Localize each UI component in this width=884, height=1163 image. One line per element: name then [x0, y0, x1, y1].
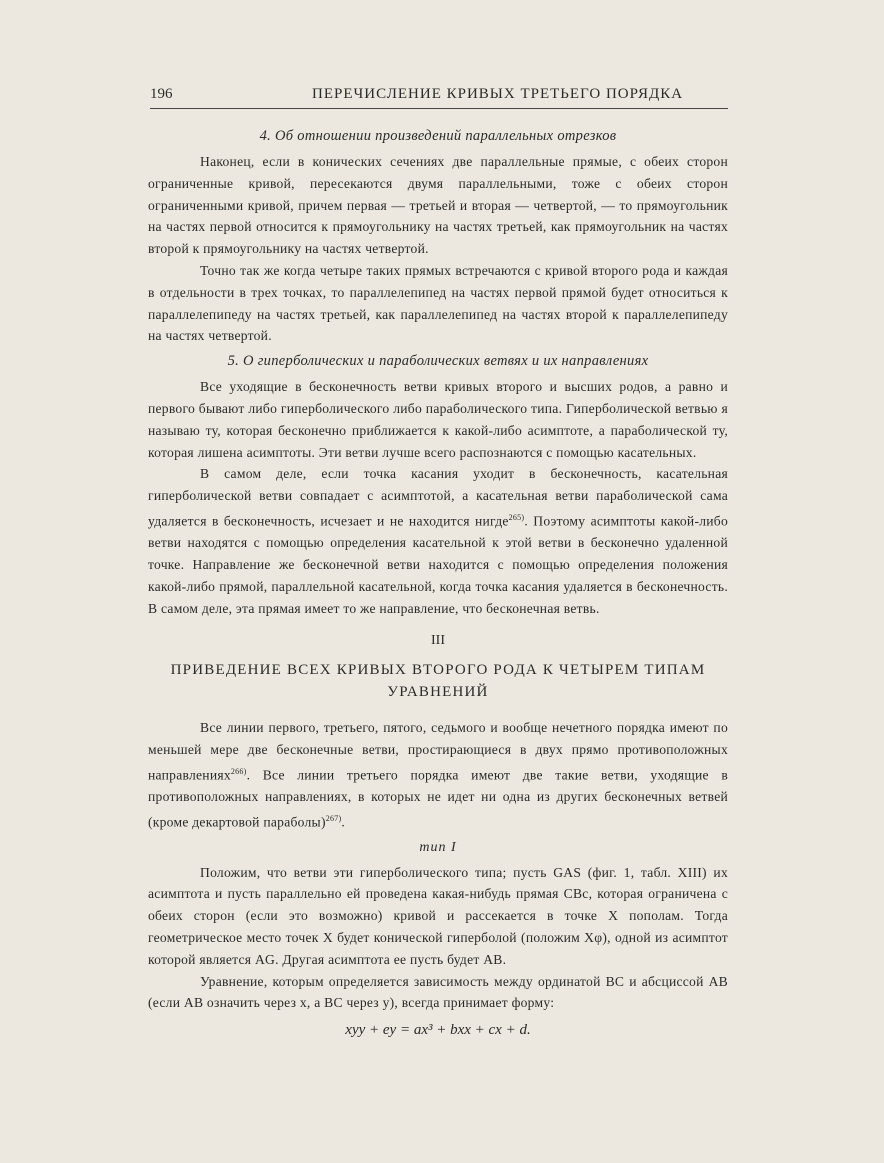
section-5-paragraph-2	[148, 463, 728, 619]
section-title: ПРИВЕДЕНИЕ ВСЕХ КРИВЫХ ВТОРОГО РОДА К ЧЕТЫРЕМ ТИПАМ УРАВНЕНИЙ	[170, 662, 706, 701]
page-header	[150, 86, 728, 110]
section-5-paragraph-2-end: удаленной точке. Направление же бесконечной ветви находится с помощью определения положения какой-либо прямой, параллельной касательной, когда точка касания удаляется в бесконечность. В самом деле, эта прямая имеет то же направление, что бесконечная ветвь.	[148, 535, 728, 616]
section-3-paragraph-3: Уравнение, которым определяется зависимость между ординатой BC и абсциссой AB (если AB означить через x, а BC через y), всегда принимает форму:	[148, 973, 728, 1011]
section-3-p1-a: Все линии первого, третьего, пятого, седьмого и вообще нечетного порядка имеют по меньшей мере две бесконечные ветви, простирающиеся в двух прямо противоположных направлениях	[148, 720, 728, 783]
section-3-paragraph-1	[148, 717, 728, 833]
footnote-266: 266)	[230, 767, 247, 777]
page-number: 196	[150, 86, 173, 102]
section-5-paragraph-2-tail: . Поэтому асимптоты какой-либо ветви находятся с помощью определения касательной к этой ветви в бесконечно	[148, 513, 728, 551]
section-3-p1-c: .	[341, 814, 346, 830]
section-4-paragraph-1: Наконец, если в конических сечениях две параллельные прямые, с обеих сторон ограниченные кривой, пересекаются двумя параллельными, тоже с обеих сторон ограниченными кривой, причем первая — третьей и вторая — четвертой, — то прямоугольник на частях первой относится к прямоугольнику на частях третьей, как прямоугольник на частях второй к прямоугольнику на частях четвертой.	[148, 154, 728, 257]
section-5-paragraph-1: Все уходящие в бесконечность ветви кривых второго и высших родов, а равно и первого бывают либо гиперболического либо параболического типа. Гиперболической ветвью я называю ту, которая бесконечно приближается к какой-либо асимптоте, а параболической ту, которая лишена асимптоты. Эти ветви лучше всего распознаются с помощью касательных.	[148, 379, 728, 460]
equation: xyy + ey = ax³ + bxx + cx + d.	[345, 1022, 531, 1039]
section-5-paragraph-2-text: В самом деле, если точка касания уходит в бесконечность, касательная гиперболической ветви совпадает с асимптотой, а касательная ветви параболической сама удаляется в бесконечность, исчезает и не находится нигде	[148, 466, 728, 529]
header-rule	[150, 108, 728, 109]
footnote-265: 265)	[508, 512, 525, 522]
footnote-267: 267)	[325, 814, 342, 824]
running-title: ПЕРЕЧИСЛЕНИЕ КРИВЫХ ТРЕТЬЕГО ПОРЯДКА	[312, 86, 684, 102]
section-5-title: 5. О гиперболических и параболических ветвях и их направлениях	[227, 353, 649, 370]
page-body	[148, 128, 728, 1039]
section-4-paragraph-2: Точно так же когда четыре таких прямых встречаются с кривой второго рода и каждая в отдельности в трех точках, то параллелепипед на частях первой прямой будет относиться к параллелепипеду на частях третьей, как параллелепипед на частях второй к параллелепипеду на частях четвертой.	[148, 262, 728, 344]
section-4-title: 4. Об отношении произведений параллельных отрезков	[259, 128, 617, 144]
section-3-p1-b: . Все линии третьего порядка имеют две такие ветви, уходящие в противоположных направлениях, в которых не идет ни одна из других бесконечных ветвей (кроме декартовой параболы)	[148, 767, 728, 830]
section-3-paragraph-2: Положим, что ветви эти гиперболического типа; пусть GAS (фиг. 1, табл. XIII) их асимптота и пусть параллельно ей проведена какая-нибудь прямая CBc, которая ограничена с обеих сторон (если это возможно) кривой и рассекается в точке X пополам. Тогда геометрическое место точек X будет конической гиперболой (положим Xφ), одной из асимптот которой является AG. Другая асимптота ее пусть будет AB.	[148, 864, 728, 967]
type-label: тип I	[419, 839, 457, 855]
section-number: III	[431, 633, 445, 649]
